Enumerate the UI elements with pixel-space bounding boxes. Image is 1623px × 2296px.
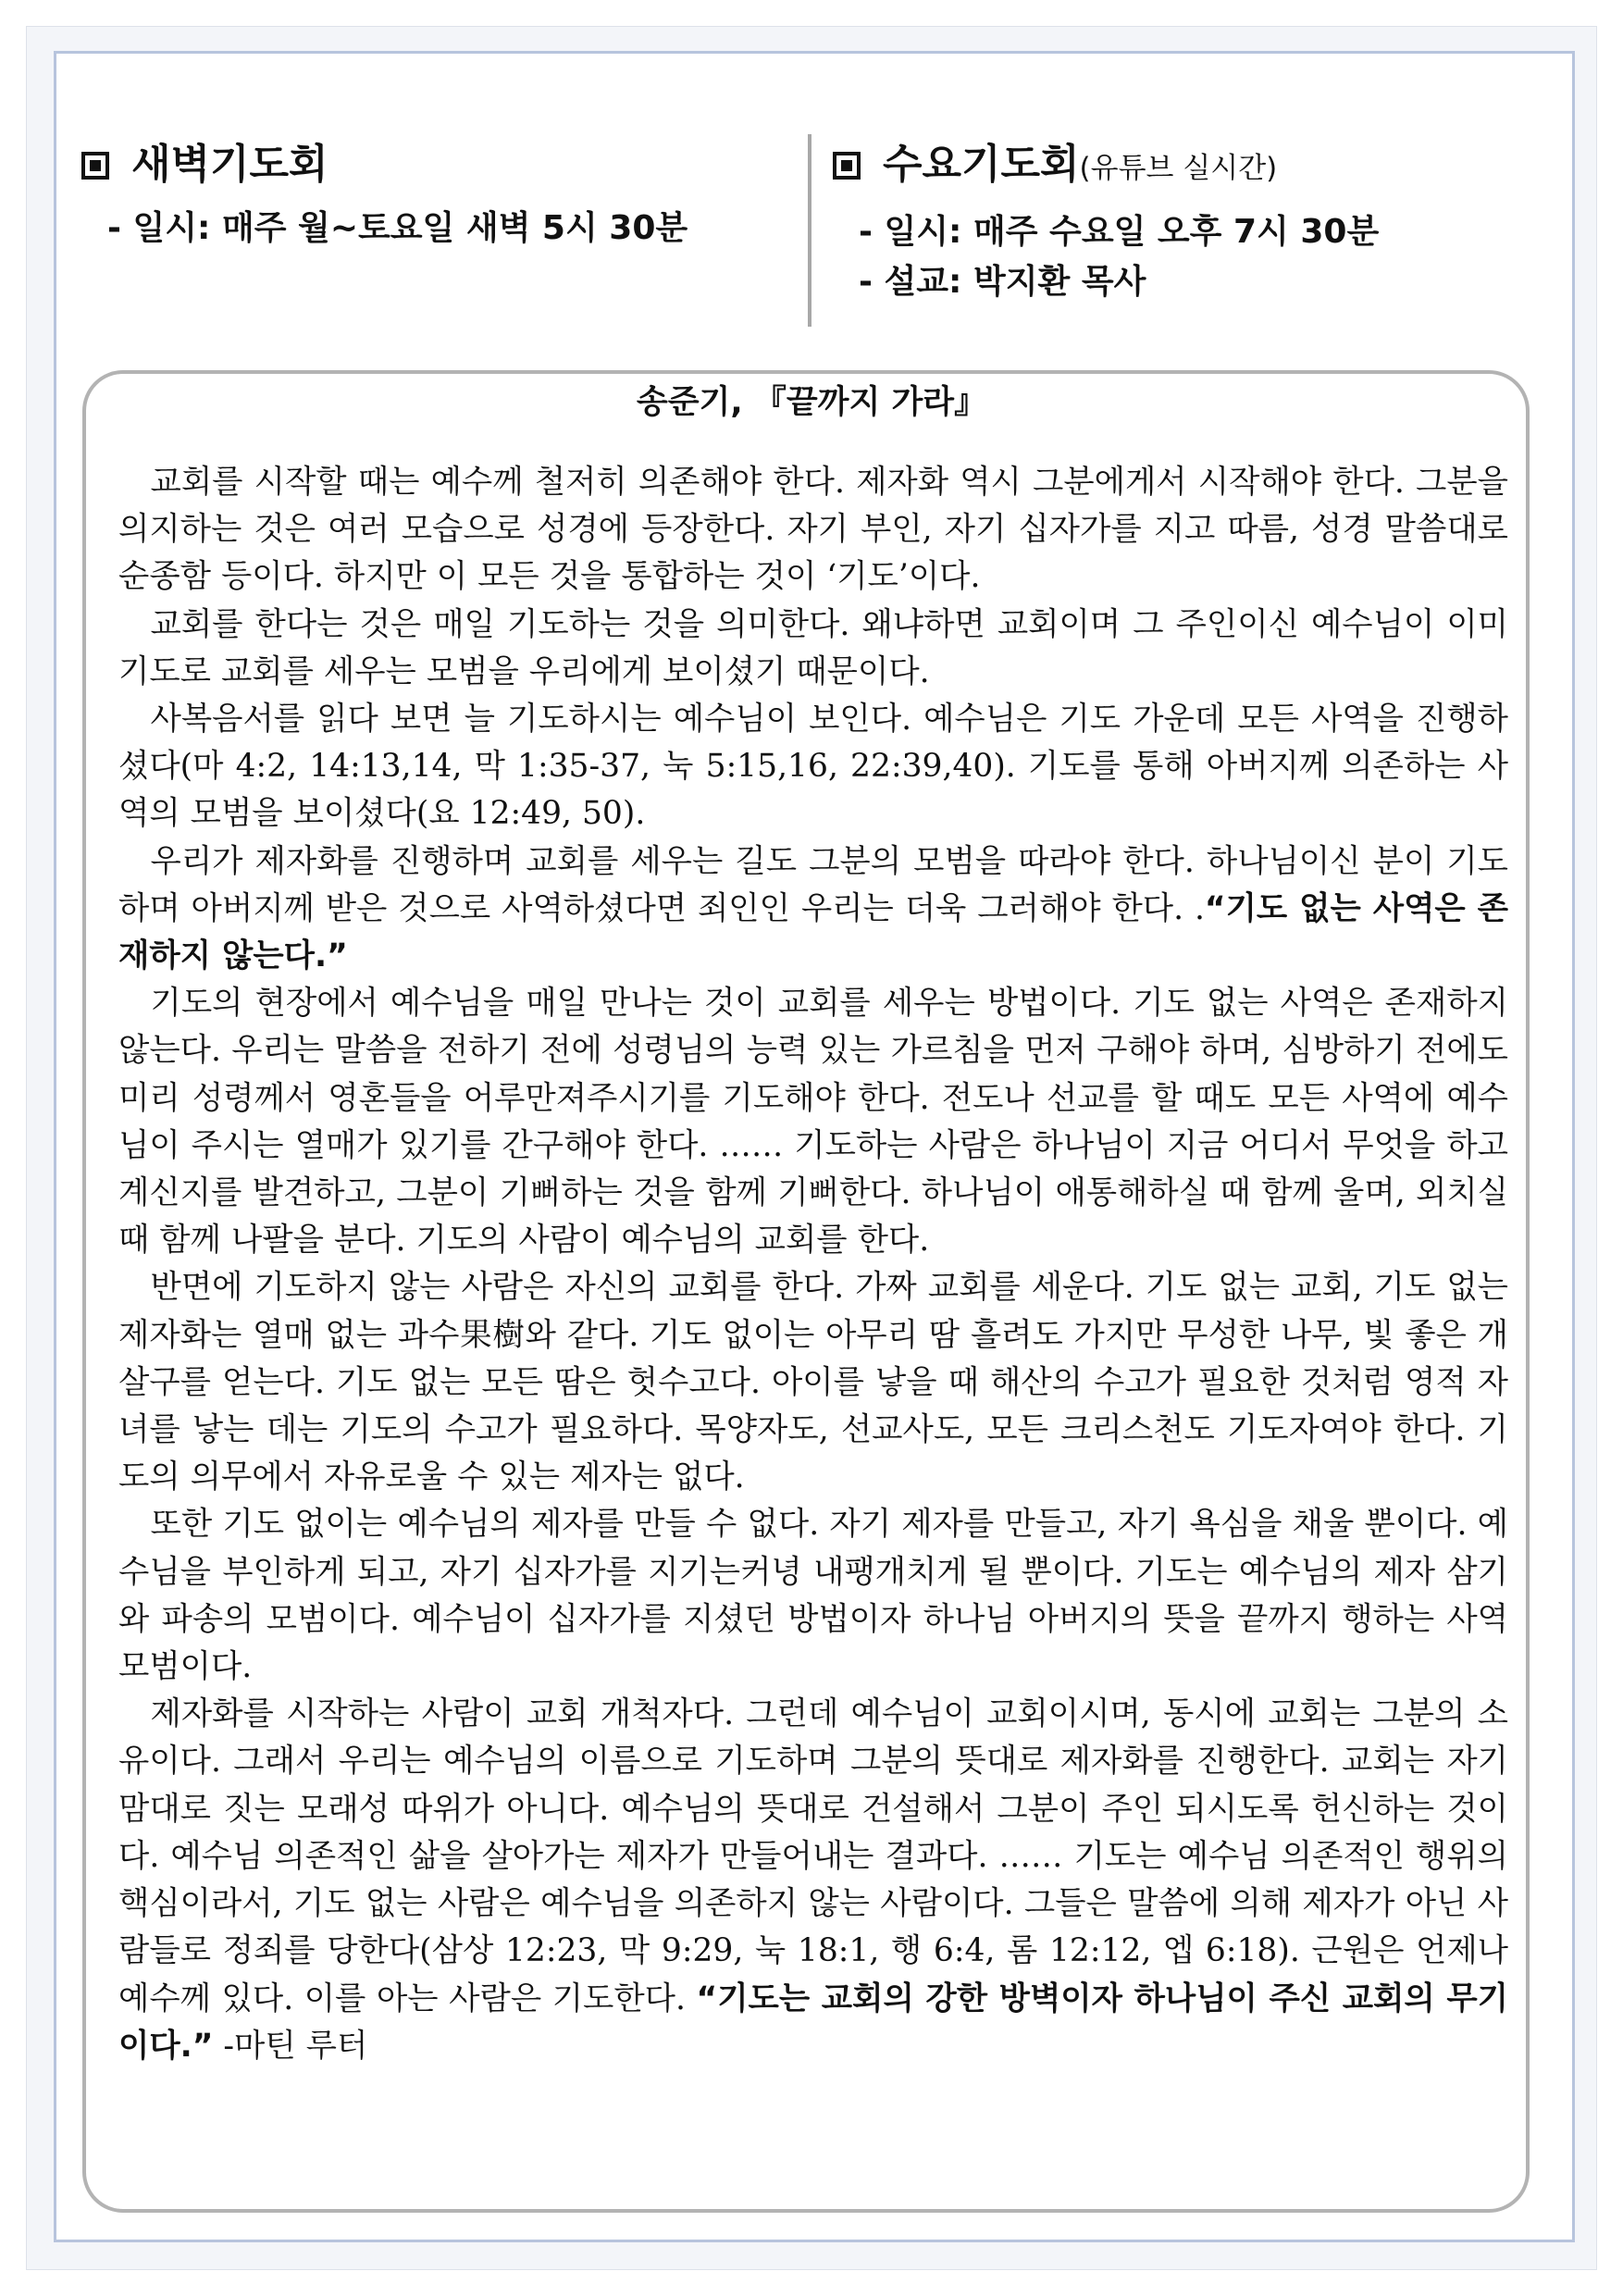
square-bullet-icon bbox=[81, 152, 109, 180]
article-paragraph: 반면에 기도하지 않는 사람은 자신의 교회를 한다. 가짜 교회를 세운다. 기도 없는 교회, 기도 없는 제자화는 열매 없는 과수果樹와 같다. 기도 없이는 아무리 땀 흘려도 가지만 무성한 나무, 빛 좋은 개살구를 얻는다. 기도 없는 모든 땀은 헛수고다. 아이를 낳을 때 해산의 수고가 필요한 것처럼 영적 자녀를 낳는 데는 기도의 수고가 필요하다. 목양자도, 선교사도, 모든 크리스천도 기도자여야 한다. 기도의 의무에서 자유로울 수 있는 제자는 없다. bbox=[118, 1269, 1508, 1496]
article-paragraph: 교회를 한다는 것은 매일 기도하는 것을 의미한다. 왜냐하면 교회이며 그 주인이신 예수님이 이미 기도로 교회를 세우는 모범을 우리에게 보이셨기 때문이다. bbox=[118, 605, 1508, 690]
dawn-prayer-title: 새벽기도회 bbox=[81, 137, 688, 192]
youtube-live-note: (유튜브 실시간) bbox=[1079, 152, 1278, 185]
article-paragraph: 우리가 제자화를 진행하며 교회를 세우는 길도 그분의 모범을 따라야 한다. 하나님이신 분이 기도하며 아버지께 받은 것으로 사역하셨다면 죄인인 우리는 더욱 그러해야 한다. .“기도 없는 사역은 존재하지 않는다.” bbox=[118, 842, 1508, 975]
article-paragraph: 제자화를 시작하는 사람이 교회 개척자다. 그런데 예수님이 교회이시며, 동시에 교회는 그분의 소유이다. 그래서 우리는 예수님의 이름으로 기도하며 그분의 뜻대로 제자화를 진행한다. 교회는 자기 맘대로 짓는 모래성 따위가 아니다. 예수님의 뜻대로 건설해서 그분이 주인 되시도록 헌신하는 것이다. 예수님 의존적인 삶을 살아가는 제자가 만들어내는 결과다. …… 기도는 예수님 의존적인 행위의 핵심이라서, 기도 없는 사람은 예수님을 의존하지 않는 사람이다. 그들은 말씀에 의해 제자가 아닌 사람들로 정죄를 당한다(삼상 12:23, 막 9:29, 눅 18:1, 행 6:4, 롬 12:12, 엡 6:18). 근원은 언제나 예수께 있다. 이를 아는 사람은 기도한다. “기도는 교회의 강한 방벽이자 하나님이 주신 교회의 무기이다.” -마틴 루터 bbox=[118, 1695, 1508, 2065]
wednesday-prayer-preacher: - 설교: 박지환 목사 bbox=[859, 263, 1146, 301]
article-paragraph: 기도의 현장에서 예수님을 매일 만나는 것이 교회를 세우는 방법이다. 기도 없는 사역은 존재하지 않는다. 우리는 말씀을 전하기 전에 성령님의 능력 있는 가르침을 먼저 구해야 하며, 심방하기 전에도 미리 성령께서 영혼들을 어루만져주시기를 기도해야 한다. 전도나 선교를 할 때도 모든 사역에 예수님이 주시는 열매가 있기를 간구해야 한다. …… 기도하는 사람은 하나님이 지금 어디서 무엇을 하고 계신지를 발견하고, 그분이 기뻐하는 것을 함께 기뻐한다. 하나님이 애통해하실 때 함께 울며, 외치실 때 함께 나팔을 분다. 기도의 사람이 예수님의 교회를 한다. bbox=[118, 985, 1508, 1260]
dawn-prayer-date: - 일시: 매주 월~토요일 새벽 5시 30분 bbox=[107, 209, 688, 247]
dawn-prayer-notice bbox=[81, 137, 688, 254]
notice-divider bbox=[808, 134, 812, 327]
wednesday-prayer-title: 수요기도회(유튜브 실시간) bbox=[833, 137, 1379, 196]
article-paragraph: 사복음서를 읽다 보면 늘 기도하시는 예수님이 보인다. 예수님은 기도 가운데 모든 사역을 진행하셨다(마 4:2, 14:13,14, 막 1:35-37, 눅 5:15,16, 22:39,40). 기도를 통해 아버지께 의존하는 사역의 모범을 보이셨다(요 12:49, 50). bbox=[118, 701, 1508, 833]
article-body bbox=[118, 459, 1508, 2070]
wednesday-prayer-notice bbox=[833, 137, 1379, 307]
article-paragraph: 교회를 시작할 때는 예수께 철저히 의존해야 한다. 제자화 역시 그분에게서 시작해야 한다. 그분을 의지하는 것은 여러 모습으로 성경에 등장한다. 자기 부인, 자기 십자가를 지고 따름, 성경 말씀대로 순종함 등이다. 하지만 이 모든 것을 통합하는 것이 ‘기도’이다. bbox=[118, 464, 1508, 596]
luther-quote: “기도는 교회의 강한 방벽이자 하나님이 주신 교회의 무기이다.” bbox=[118, 1980, 1508, 2065]
square-bullet-icon bbox=[833, 152, 861, 180]
wednesday-prayer-date: - 일시: 매주 수요일 오후 7시 30분 bbox=[859, 213, 1380, 251]
highlighted-quote: “기도 없는 사역은 존재하지 않는다.” bbox=[118, 889, 1508, 975]
quote-attribution: -마틴 루터 bbox=[213, 2027, 368, 2065]
article-paragraph: 또한 기도 없이는 예수님의 제자를 만들 수 없다. 자기 제자를 만들고, 자기 욕심을 채울 뿐이다. 예수님을 부인하게 되고, 자기 십자가를 지기는커녕 내팽개치게 될 뿐이다. 기도는 예수님의 제자 삼기와 파송의 모범이다. 예수님이 십자가를 지셨던 방법이자 하나님 아버지의 뜻을 끝까지 행하는 사역 모범이다. bbox=[118, 1506, 1508, 1686]
article-title: 송준기, 『끝까지 가라』 bbox=[636, 384, 987, 421]
